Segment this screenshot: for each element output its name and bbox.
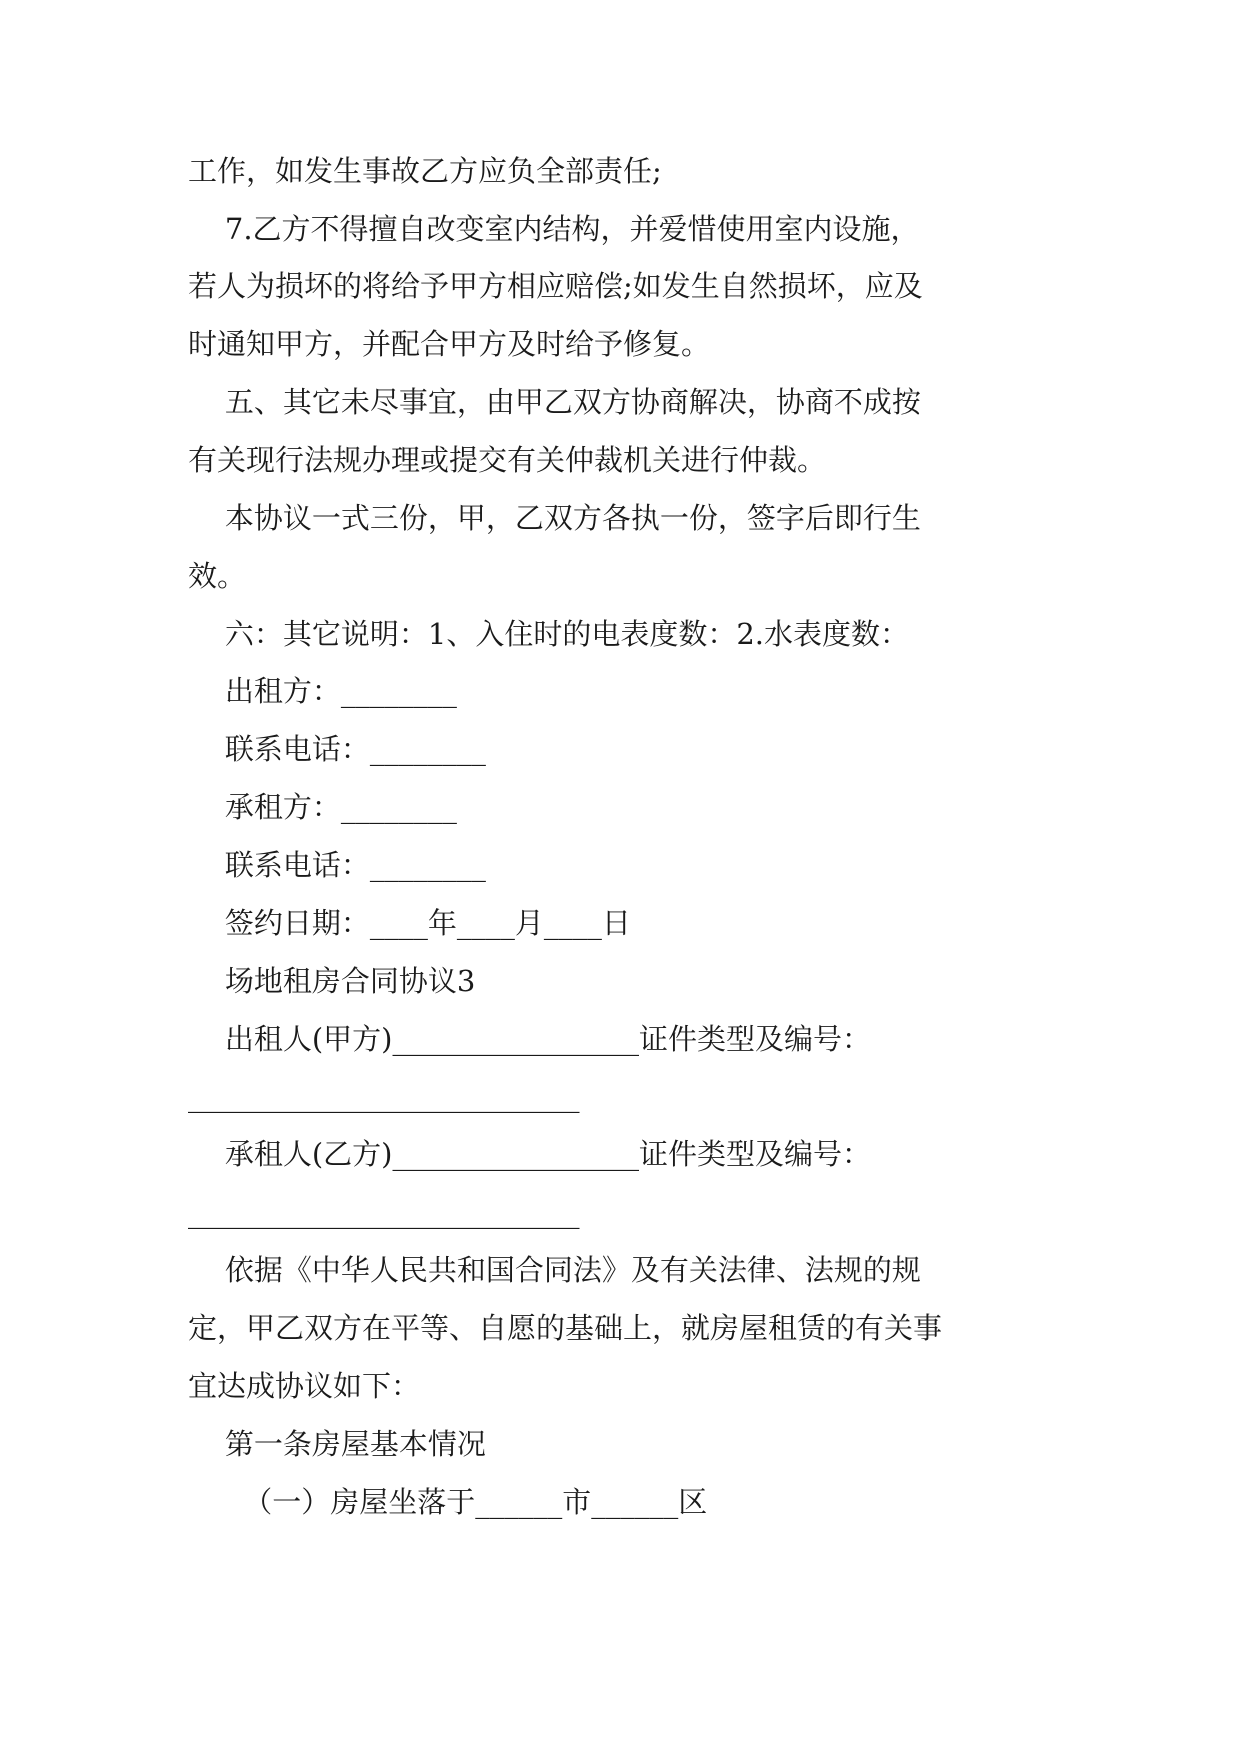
text-line: 出租方：________ (188, 674, 457, 708)
text-line: ___________________________ (188, 1195, 580, 1229)
text-line: 7.乙方不得擅自改变室内结构，并爱惜使用室内设施， (188, 212, 920, 246)
text-line: 签约日期：____年____月____日 (188, 906, 631, 940)
text-line: 联系电话：________ (188, 732, 486, 766)
text-line: 承租人(乙方)_________________证件类型及编号： (188, 1137, 872, 1171)
text-line: 五、其它未尽事宜，由甲乙双方协商解决，协商不成按 (188, 385, 921, 419)
text-line: （一）房屋坐落于______市______区 (188, 1485, 708, 1519)
text-line: 工作，如发生事故乙方应负全部责任; (188, 154, 662, 188)
text-line: 出租人(甲方)_________________证件类型及编号： (188, 1022, 872, 1056)
text-line: 有关现行法规办理或提交有关仲裁机关进行仲裁。 (188, 443, 827, 477)
text-line: 场地租房合同协议3 (188, 964, 476, 998)
text-line: 效。 (188, 559, 247, 593)
text-line: 依据《中华人民共和国合同法》及有关法律、法规的规 (188, 1253, 921, 1287)
text-line: 六：其它说明：1、入住时的电表度数：2.水表度数： (188, 617, 909, 651)
text-line: 联系电话：________ (188, 848, 486, 882)
text-line: 定，甲乙双方在平等、自愿的基础上，就房屋租赁的有关事 (188, 1311, 943, 1345)
text-line: 宜达成协议如下： (188, 1369, 421, 1403)
text-line: 时通知甲方，并配合甲方及时给予修复。 (188, 327, 711, 361)
text-line: ___________________________ (188, 1079, 580, 1113)
text-line: 承租方：________ (188, 790, 457, 824)
text-line: 本协议一式三份，甲，乙双方各执一份，签字后即行生 (188, 501, 921, 535)
text-line: 若人为损坏的将给予甲方相应赔偿;如发生自然损坏，应及 (188, 269, 923, 303)
text-line: 第一条房屋基本情况 (188, 1427, 486, 1461)
